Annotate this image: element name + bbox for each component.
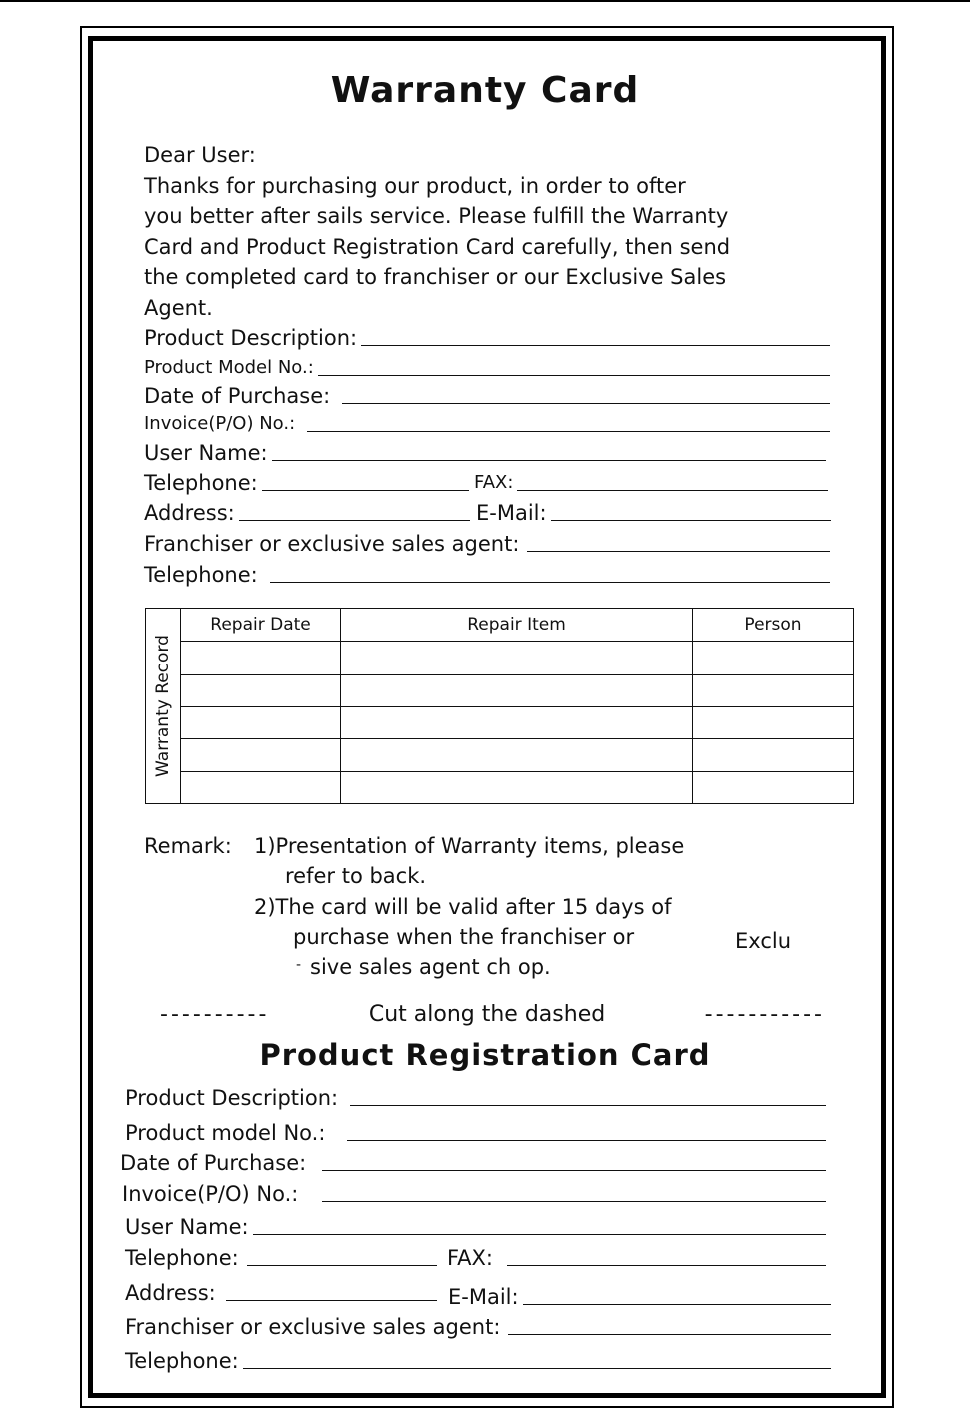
address-label: Address: (144, 501, 235, 525)
rc-address-field[interactable] (226, 1300, 437, 1301)
wc-product-model-row (144, 352, 830, 380)
intro-line: the completed card to franchiser or our Exclusive Sales (144, 265, 727, 290)
date-of-purchase-field[interactable] (342, 403, 830, 404)
table-row (146, 674, 854, 706)
rc-product-model-label: Product model No.: (125, 1121, 326, 1145)
user-name-field[interactable] (272, 460, 826, 461)
rc-address-row (125, 1277, 437, 1305)
repair-date-header: Repair Date (181, 609, 341, 642)
table-row (146, 739, 854, 771)
telephone-label: Telephone: (144, 471, 258, 495)
intro-line: you better after sails service. Please fulfill the Warranty (144, 204, 729, 229)
warranty-record-side-label-cell (146, 609, 181, 804)
rc-invoice-field[interactable] (322, 1201, 826, 1202)
wc-user-name-row (144, 437, 826, 465)
rc-date-of-purchase-row (120, 1147, 826, 1175)
product-model-field[interactable] (318, 375, 830, 376)
rc-email-field[interactable] (523, 1304, 831, 1305)
repair-item-cell[interactable] (341, 771, 693, 803)
rc-invoice-row (122, 1178, 826, 1206)
fax-label: FAX: (474, 472, 514, 493)
remark-item2-line2-tail: Exclu (735, 929, 792, 953)
franchiser-field[interactable] (527, 551, 830, 552)
rc-user-name-row (125, 1211, 826, 1239)
wc-email-row (476, 497, 831, 525)
product-model-label: Product Model No.: (144, 357, 314, 378)
fax-field[interactable] (517, 490, 828, 491)
rc-user-name-label: User Name: (125, 1215, 249, 1239)
rc-telephone-row (125, 1242, 437, 1270)
rc-franchiser-field[interactable] (508, 1334, 831, 1335)
repair-item-cell[interactable] (341, 706, 693, 738)
telephone-2-label: Telephone: (144, 563, 258, 587)
rc-telephone-field[interactable] (247, 1265, 437, 1266)
remark-item1-line2: refer to back. (285, 864, 427, 888)
table-row (146, 706, 854, 738)
table-row (146, 642, 854, 674)
remark-item2-line3: sive sales agent ch op. (310, 955, 551, 979)
intro-line: Card and Product Registration Card carefully, then send (144, 234, 731, 259)
product-description-field[interactable] (361, 345, 830, 346)
remark-item2-line2: purchase when the franchiser or (293, 925, 635, 949)
wc-fax-row (474, 467, 828, 495)
repair-date-cell[interactable] (181, 739, 341, 771)
repair-item-cell[interactable] (341, 739, 693, 771)
email-label: E-Mail: (476, 501, 547, 525)
email-field[interactable] (551, 520, 831, 521)
rc-product-description-field[interactable] (350, 1105, 826, 1106)
date-of-purchase-label: Date of Purchase: (144, 384, 331, 408)
intro-paragraph (144, 140, 844, 324)
remark-label: Remark: (144, 834, 232, 858)
wc-franchiser-row (144, 528, 830, 556)
invoice-label: Invoice(P/O) No.: (144, 413, 296, 434)
cut-dashes-right: ----------- (704, 1001, 825, 1027)
table-header-row (146, 609, 854, 642)
rc-invoice-label: Invoice(P/O) No.: (122, 1182, 299, 1206)
rc-product-description-row (125, 1082, 826, 1110)
intro-line: Agent. (144, 295, 213, 320)
franchiser-label: Franchiser or exclusive sales agent: (144, 532, 520, 556)
rc-product-description-label: Product Description: (125, 1086, 339, 1110)
invoice-field[interactable] (307, 431, 830, 432)
repair-item-cell[interactable] (341, 642, 693, 674)
registration-card-title: Product Registration Card (259, 1038, 711, 1072)
telephone-field[interactable] (262, 490, 469, 491)
remark-hyphen: - (296, 957, 302, 973)
rc-fax-field[interactable] (507, 1265, 826, 1266)
top-rule (0, 0, 970, 2)
product-description-label: Product Description: (144, 326, 358, 350)
person-cell[interactable] (693, 642, 854, 674)
person-header: Person (693, 609, 854, 642)
repair-date-cell[interactable] (181, 642, 341, 674)
wc-telephone-row (144, 467, 469, 495)
user-name-label: User Name: (144, 441, 268, 465)
wc-telephone-2-row (144, 559, 830, 587)
repair-date-cell[interactable] (181, 706, 341, 738)
rc-fax-label: FAX: (447, 1246, 493, 1270)
rc-address-label: Address: (125, 1281, 216, 1305)
rc-product-model-field[interactable] (347, 1140, 826, 1141)
person-cell[interactable] (693, 674, 854, 706)
rc-email-label: E-Mail: (448, 1285, 519, 1309)
rc-telephone-label: Telephone: (125, 1246, 239, 1270)
remark-item1-line1: 1)Presentation of Warranty items, please (254, 834, 685, 858)
address-field[interactable] (239, 520, 470, 521)
rc-date-of-purchase-field[interactable] (322, 1170, 826, 1171)
repair-date-cell[interactable] (181, 771, 341, 803)
rc-telephone-2-field[interactable] (243, 1368, 831, 1369)
cut-dashes-left: ---------- (160, 1001, 270, 1027)
rc-user-name-field[interactable] (253, 1234, 826, 1235)
intro-line: Thanks for purchasing our product, in order to ofter (144, 173, 686, 198)
rc-franchiser-row (125, 1311, 831, 1339)
repair-item-cell[interactable] (341, 674, 693, 706)
repair-item-header: Repair Item (341, 609, 693, 642)
wc-address-row (144, 497, 470, 525)
rc-email-row (448, 1281, 831, 1309)
rc-telephone-2-label: Telephone: (125, 1349, 239, 1373)
cut-line (160, 998, 825, 1030)
rc-franchiser-label: Franchiser or exclusive sales agent: (125, 1315, 501, 1339)
telephone-2-field[interactable] (270, 582, 830, 583)
rc-date-of-purchase-label: Date of Purchase: (120, 1151, 307, 1175)
repair-date-cell[interactable] (181, 674, 341, 706)
cut-line-text: Cut along the dashed (368, 1001, 606, 1027)
rc-product-model-row (125, 1117, 826, 1145)
warranty-record-label: Warranty Record (153, 635, 173, 777)
wc-date-of-purchase-row (144, 380, 830, 408)
person-cell[interactable] (693, 771, 854, 803)
wc-invoice-row (144, 408, 830, 436)
greeting: Dear User: (144, 143, 256, 167)
person-cell[interactable] (693, 739, 854, 771)
warranty-card-title: Warranty Card (330, 70, 640, 111)
person-cell[interactable] (693, 706, 854, 738)
wc-product-description-row (144, 322, 830, 350)
table-row (146, 771, 854, 803)
rc-telephone-2-row (125, 1345, 831, 1373)
rc-fax-row (447, 1242, 826, 1270)
warranty-record-table (145, 608, 854, 804)
remark-item2-line1: 2)The card will be valid after 15 days of (254, 895, 672, 919)
